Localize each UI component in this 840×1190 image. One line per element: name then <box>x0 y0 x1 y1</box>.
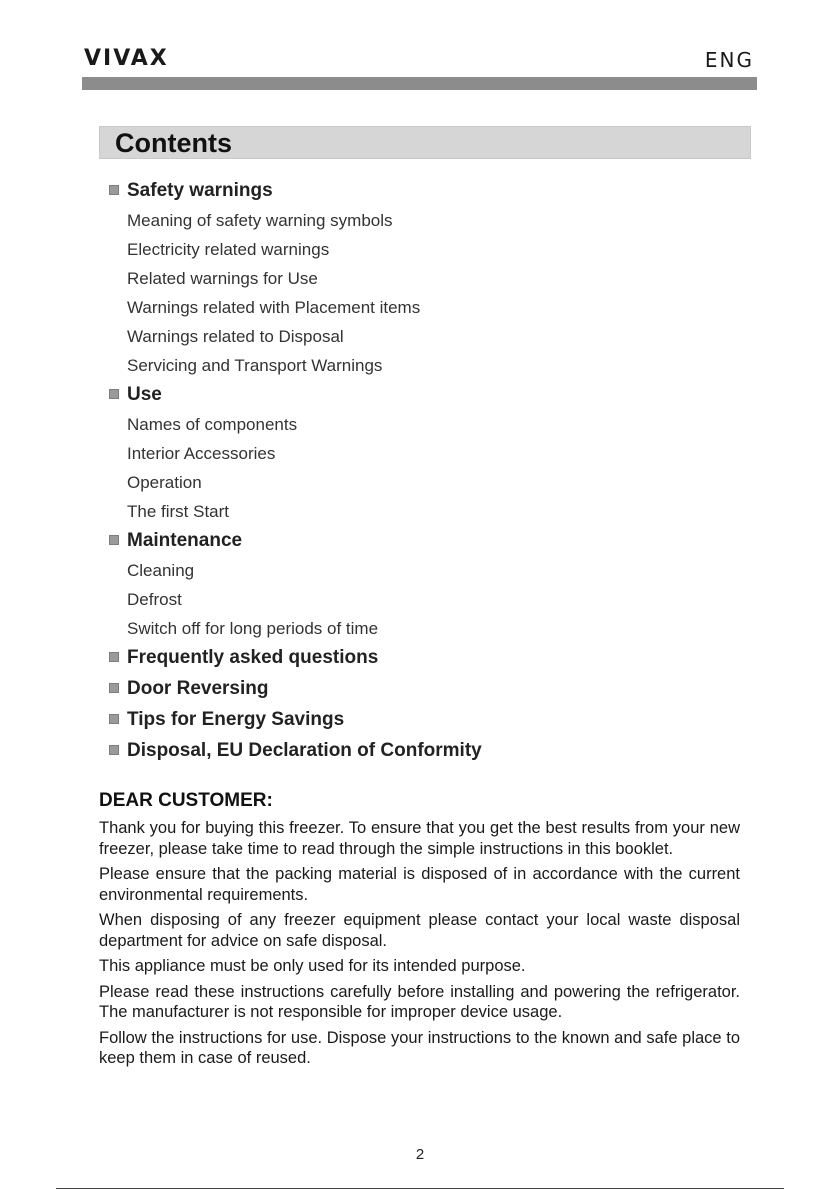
paragraph: Thank you for buying this freezer. To ensure that you get the best results from your new freezer, please take time to read through the simple instructions in this booklet. <box>99 819 740 858</box>
toc-item: Servicing and Transport Warnings <box>127 356 383 375</box>
square-bullet-icon <box>109 535 119 545</box>
square-bullet-icon <box>109 745 119 755</box>
toc-item: Related warnings for Use <box>127 269 318 288</box>
paragraph: Follow the instructions for use. Dispose your instructions to the known and safe place to keep them in case of reused. <box>99 1028 740 1067</box>
toc-section <box>108 705 748 736</box>
toc-section <box>108 736 748 767</box>
toc-section <box>108 526 748 556</box>
brand-logo: VIVAX <box>84 46 169 71</box>
contents-heading-box <box>99 126 751 159</box>
toc-section-label: Door Reversing <box>127 678 269 699</box>
square-bullet-icon <box>109 389 119 399</box>
table-of-contents <box>108 176 748 767</box>
toc-item: The first Start <box>127 502 230 521</box>
toc-item: Meaning of safety warning symbols <box>127 211 393 230</box>
paragraph: Please ensure that the packing material is disposed of in accordance with the current environmental requirements. <box>99 865 740 904</box>
header-bar <box>82 77 757 90</box>
contents-title: Contents <box>115 128 232 158</box>
paragraph: When disposing of any freezer equipment please contact your local waste disposal department for advice on safe disposal. <box>99 911 740 950</box>
square-bullet-icon <box>109 652 119 662</box>
page-number: 2 <box>415 1146 425 1163</box>
toc-section <box>108 176 748 206</box>
toc-section-label: Frequently asked questions <box>127 647 379 668</box>
square-bullet-icon <box>109 185 119 195</box>
language-label: ENG <box>704 48 754 72</box>
paragraph: Please read these instructions carefully before installing and powering the refrigerator. The manufacturer is not responsible for improper device usage. <box>99 982 740 1021</box>
toc-section-label: Safety warnings <box>127 180 273 201</box>
toc-item: Interior Accessories <box>127 444 276 463</box>
square-bullet-icon <box>109 683 119 693</box>
footer-line <box>56 1188 784 1189</box>
customer-heading: DEAR CUSTOMER: <box>99 790 273 811</box>
toc-section-label: Maintenance <box>127 530 243 551</box>
toc-item: Warnings related with Placement items <box>127 298 421 317</box>
toc-section <box>108 380 748 410</box>
toc-item: Defrost <box>127 590 182 609</box>
toc-item: Switch off for long periods of time <box>127 619 379 638</box>
square-bullet-icon <box>109 714 119 724</box>
toc-item: Electricity related warnings <box>127 240 330 259</box>
toc-item: Names of components <box>127 415 298 434</box>
toc-item: Warnings related to Disposal <box>127 327 344 346</box>
customer-body <box>99 818 740 1074</box>
toc-section-label: Disposal, EU Declaration of Conformity <box>127 740 482 761</box>
toc-section-label: Use <box>127 384 162 405</box>
paragraph: This appliance must be only used for its intended purpose. <box>99 957 526 975</box>
toc-item: Cleaning <box>127 561 195 580</box>
toc-section <box>108 643 748 674</box>
toc-item: Operation <box>127 473 202 492</box>
toc-section <box>108 674 748 705</box>
toc-section-label: Tips for Energy Savings <box>127 709 345 730</box>
